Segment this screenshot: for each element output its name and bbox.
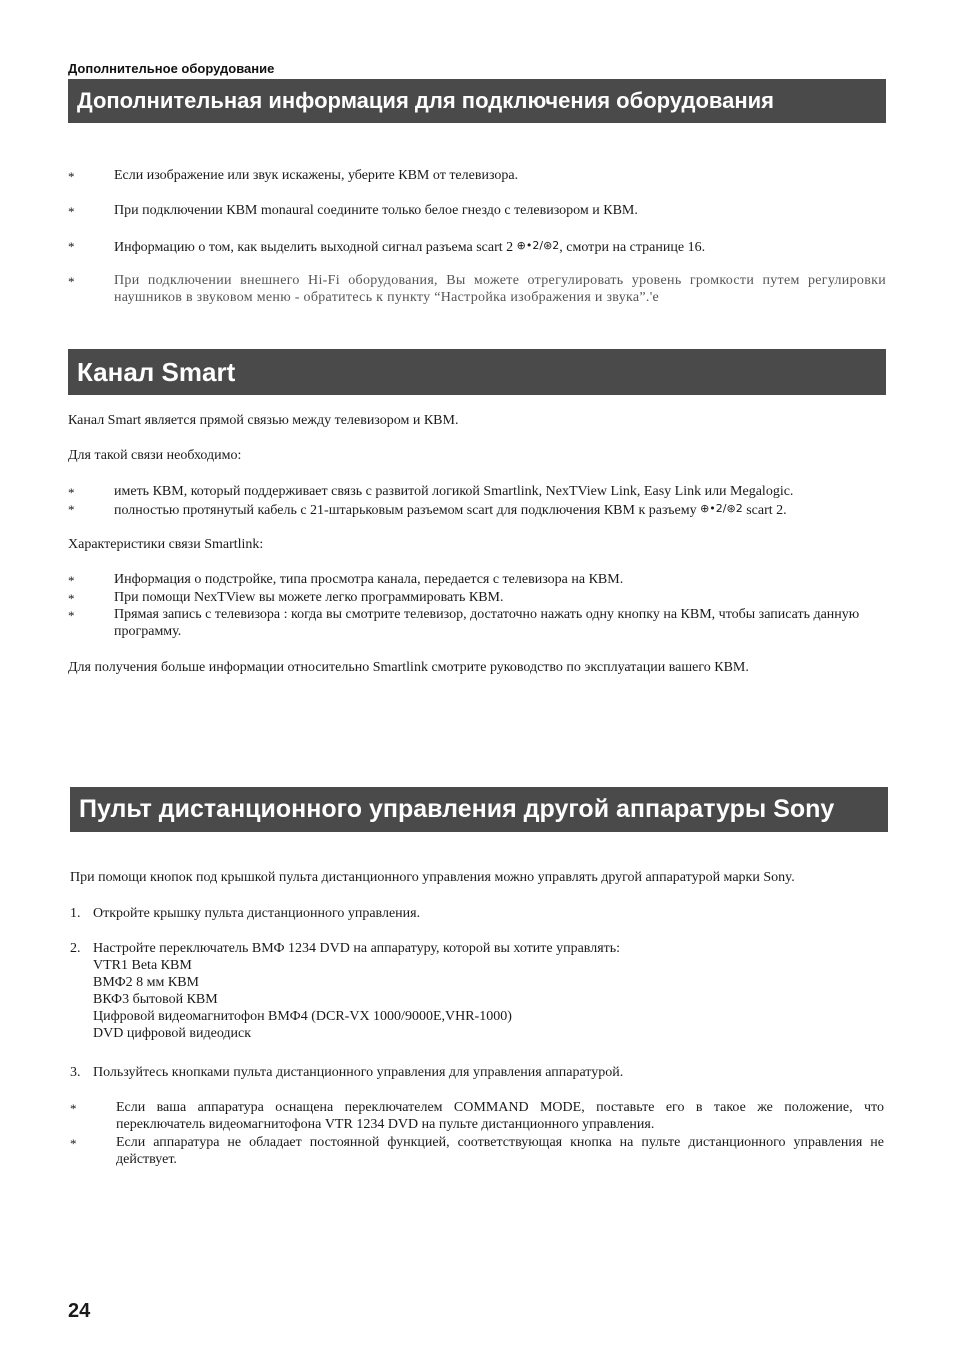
- note-item: При подключении КВМ monaural соедините только белое гнездо с телевизором и КВМ.: [114, 203, 638, 218]
- scart-symbol-icon: ⊕•2/⊛2: [516, 239, 560, 252]
- bullet: *: [68, 573, 75, 588]
- list-item: иметь КВМ, который поддерживает связь с развитой логикой Smartlink, NexTView Link, Easy Link или Megalogic.: [114, 484, 794, 499]
- step-text: Откройте крышку пульта дистанционного управления.: [93, 906, 421, 921]
- bullet: *: [70, 1136, 77, 1151]
- step-number: 3.: [70, 1065, 81, 1080]
- bullet: *: [68, 502, 75, 517]
- step-text: Пользуйтесь кнопками пульта дистанционного управления для управления аппаратурой.: [93, 1065, 624, 1080]
- heading-text: Канал Smart: [77, 356, 236, 387]
- bullet: *: [68, 591, 75, 606]
- step-number: 1.: [70, 906, 81, 921]
- bullet: *: [68, 239, 75, 254]
- bullet: *: [68, 204, 75, 219]
- scart-symbol-icon: ⊕•2/⊛2: [700, 502, 743, 515]
- list-item: Прямая запись с телевизора : когда вы смотрите телевизор, достаточно нажать одну кнопку на КВМ, чтобы записать данную программу.: [114, 607, 860, 639]
- bullet: *: [68, 169, 75, 184]
- bullet: *: [68, 274, 75, 289]
- list-item: Информация о подстройке, типа просмотра канала, передается с телевизора на КВМ.: [114, 572, 624, 587]
- heading-text: Пульт дистанционного управления другой аппаратуры Sony: [79, 795, 835, 823]
- note-item: Если ваша аппаратура оснащена переключателем COMMAND MODE, поставьте его в такое же положение, что переключатель видеомагнитофона VTR 1234 DVD на пульте дистанционного управления.: [116, 1100, 884, 1132]
- paragraph: Для такой связи необходимо:: [68, 448, 242, 463]
- note-item: Если аппаратура не обладает постоянной функцией, соответствующая кнопка на пульте дистанционного управления не действует.: [116, 1135, 884, 1167]
- note-item: Информацию о том, как выделить выходной сигнал разъема scart 2 ⊕•2/⊛2, смотри на странице 16.: [114, 239, 706, 255]
- option-vmf2: ВМФ2 8 мм КВМ: [93, 975, 200, 990]
- bullet: *: [70, 1101, 77, 1116]
- bullet: *: [68, 608, 75, 623]
- section-label: Дополнительное оборудование: [68, 61, 275, 76]
- option-dvd: DVD цифровой видеодиск: [93, 1026, 252, 1041]
- paragraph: Характеристики связи Smartlink:: [68, 537, 264, 552]
- step-number: 2.: [70, 941, 81, 956]
- list-item: При помощи NexTView вы можете легко программировать КВМ.: [114, 590, 504, 605]
- option-vkf3: ВКФ3 бытовой КВМ: [93, 992, 218, 1007]
- page-number: 24: [68, 1300, 91, 1322]
- bullet: *: [68, 485, 75, 500]
- note-item: При подключении внешнего Hi-Fi оборудования, Вы можете отрегулировать уровень громкости путем регулировки наушников в звуковом меню - обратитесь к пункту “Настройка изображения и звука”.'е: [114, 273, 886, 305]
- note-item: Если изображение или звук искажены, уберите КВМ от телевизора.: [114, 168, 519, 183]
- heading-text: Дополнительная информация для подключения оборудования: [77, 88, 774, 113]
- option-vtr1: VTR1 Beta КВМ: [93, 958, 192, 973]
- paragraph: Для получения больше информации относительно Smartlink смотрите руководство по эксплуатации вашего КВМ.: [68, 660, 749, 675]
- heading-remote-control: [70, 787, 888, 832]
- paragraph: При помощи кнопок под крышкой пульта дистанционного управления можно управлять другой аппаратурой марки Sony.: [70, 870, 795, 885]
- option-vmf4: Цифровой видеомагнитофон ВМФ4 (DCR-VX 1000/9000E,VHR-1000): [93, 1009, 512, 1024]
- heading-smart-channel: [68, 349, 886, 395]
- heading-connection-info: [68, 79, 886, 123]
- paragraph: Канал Smart является прямой связью между телевизором и КВМ.: [68, 413, 459, 428]
- step-text: Настройте переключатель ВМФ 1234 DVD на аппаратуру, которой вы хотите управлять: VTR1 Beta КВМ ВМФ2 8 мм КВМ ВКФ3 бытовой КВМ Цифровой видеомагнитофон ВМФ4 (DCR-VX 1000/9000E,VHR-1000) DVD цифровой видеодиск: [93, 941, 621, 1041]
- list-item: полностью протянутый кабель с 21-штарьковым разъемом scart для подключения КВМ к разъему ⊕•2/⊛2 scart 2.: [114, 502, 787, 518]
